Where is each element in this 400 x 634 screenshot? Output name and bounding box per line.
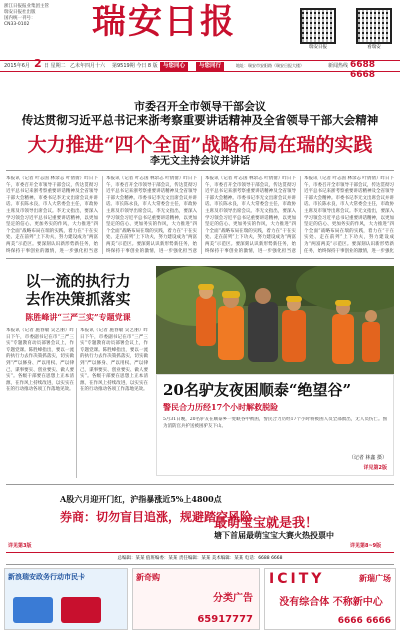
lead-deck: 传达贯彻习近平总书记来浙考察重要讲话精神及全省领导干部大会精神 bbox=[21, 113, 379, 127]
ad-slogan: 没有综合体 不称新中心 bbox=[279, 597, 383, 608]
date-prefix: 2015年6月 bbox=[4, 63, 30, 69]
left-story-headline bbox=[8, 272, 148, 308]
ad-subtitle: 分类广告 bbox=[213, 593, 253, 604]
jump-link[interactable]: 详见第8~9版 bbox=[350, 543, 382, 549]
divider bbox=[6, 170, 394, 171]
masthead-meta-line: 浙江日报报业集团主管 bbox=[4, 4, 49, 9]
brief-title: A股六月迎开门红，沪指暴涨近5%上4800点 bbox=[60, 494, 222, 504]
left-story-body-col-1: 本报讯（记者 施春敏 吴艺丽）昨日下午，市委副书记在市“三严三实”专题教育动员部署会议上，作专题党课。陈胜峰指出，要以一流的执行力去作决策抓落实，切实做到“严以修身、严以用权、严以律己，谋事要实、创业要实、做人要实”。各级干部要在思想上正本清源，在作风上持续改进，以实实在在的行动推动各项工作落地见效。 bbox=[6, 328, 74, 393]
left-headline-line-2: 去作决策抓落实 bbox=[25, 290, 131, 308]
lead-body-col-1: 本报讯（记者 叶志国 林余志 叶倩倩）昨日下午，市委召开全市领导干部会议，传达贯彻习近平总书记来浙考察重要讲话精神及全省领导干部大会精神。市委书记李无文出席会议并讲话。市长陈永良，市人大常委会主任，市政协主席及市领导出席会议。李无文指出，要深入学习领会习近平总书记重要讲话精神，以更加坚定的信心、更加务实的作风，大力推进“四个全面”战略布局在瑞的实践，着力在“干在实处、走在前列”上下功夫，努力建设成为“两富两美”示范区。要深刻认识新形势新任务，始终保持干事创业的激情，进一步强化担当意 bbox=[6, 176, 98, 254]
masthead-meta-line: CN33-0102 bbox=[4, 22, 30, 27]
qr-label: 瑞安日报 bbox=[309, 45, 327, 50]
brief-subtitle: 塘下首届最萌宝宝大赛火热投票中 bbox=[214, 530, 334, 540]
ad-title: 新奇购 bbox=[136, 572, 160, 582]
masthead-meta-line: 国内统一刊号： bbox=[4, 16, 36, 21]
news-hotline: 6688 6668 bbox=[350, 60, 376, 80]
left-story-body-col-2: 本报讯（记者 施春敏 吴艺丽）昨日下午，市委副书记在市“三严三实”专题教育动员部署会议上，作专题党课。陈胜峰指出，要以一流的执行力去作决策抓落实，切实做到“严以修身、严以用权、严以律己，谋事要实、创业要实、做人要实”。各级干部要在思想上正本清源，在作风上持续改进，以实实在在的行动推动各项工作落地见效。 bbox=[76, 328, 148, 478]
newspaper-title: 瑞安日报 bbox=[92, 2, 236, 42]
date-day: 2 bbox=[34, 57, 42, 70]
date-bar bbox=[0, 57, 400, 80]
address: 地址：瑞安市安阳路（瑞安日报大楼） bbox=[236, 63, 304, 68]
masthead-meta-line: 瑞安日报社出版 bbox=[4, 10, 36, 15]
qr-code-right bbox=[356, 8, 392, 50]
divider bbox=[6, 258, 394, 259]
photo-caption-title: 20名驴友夜困顺泰“绝望谷” bbox=[163, 381, 352, 399]
rescue-photo-illustration bbox=[156, 266, 394, 374]
left-story-subhead: 陈胜峰讲“三严三实”专题党课 bbox=[25, 312, 131, 322]
lead-body-col-4: 本报讯（记者 叶志国 林余志 叶倩倩）昨日下午，市委召开全市领导干部会议，传达贯彻习近平总书记来浙考察重要讲话精神及全省领导干部大会精神。市委书记李无文出席会议并讲话。市长陈永良，市人大常委会主任，市政协主席及市领导出席会议。李无文指出，要深入学习领会习近平总书记重要讲话精神，以更加坚定的信心、更加务实的作风，大力推进“四个全面”战略布局在瑞的实践，着力在“干在实处、走在前列”上下功夫，努力建设成为“两富两美”示范区。要深刻认识新形势新任务，始终保持干事创业的激情，进一步强化 bbox=[300, 176, 394, 254]
lunar-date: 乙未年四月十六 bbox=[70, 63, 106, 69]
ad-banner-1[interactable] bbox=[4, 568, 128, 630]
qr-code-icon bbox=[300, 8, 336, 44]
photo-credit: （记者 林鑫 摄） bbox=[348, 455, 387, 461]
ad-phone: 65917777 bbox=[197, 614, 253, 625]
qr-code-icon bbox=[356, 8, 392, 44]
issue-number: 第9519期 今日 8 版 bbox=[112, 63, 158, 69]
lead-body-col-3: 本报讯（记者 叶志国 林余志 叶倩倩）昨日下午，市委召开全市领导干部会议，传达贯彻习近平总书记来浙考察重要讲话精神及全省领导干部大会精神。市委书记李无文出席会议并讲话。市长陈永良，市人大常委会主任，市政协主席及市领导出席会议。李无文指出，要深入学习领会习近平总书记重要讲话精神，以更加坚定的信心、更加务实的作风，大力推进“四个全面”战略布局在瑞的实践，着力在“干在实处、走在前列”上下功夫，努力建设成为“两富两美”示范区。要深刻认识新形势新任务，始终保持干事创业的激情，进一步强化担当意 bbox=[201, 176, 296, 254]
ad-subtitle: 新瑞广场 bbox=[359, 573, 391, 583]
photo-caption-box bbox=[156, 374, 394, 476]
qr-code-left bbox=[300, 8, 336, 50]
lead-headline: 大力推进“四个全面”战略布局在瑞的实践 bbox=[27, 134, 373, 156]
lead-subhead: 李无文主持会议并讲话 bbox=[150, 156, 250, 167]
brief-headline: 券商：切勿盲目追涨，规避踏空风险 bbox=[60, 510, 253, 524]
qr-label: 看瑞安 bbox=[367, 45, 381, 50]
divider bbox=[6, 484, 394, 485]
ad-title: ICITY bbox=[269, 571, 325, 587]
divider bbox=[6, 564, 394, 565]
lead-body-col-2: 本报讯（记者 叶志国 林余志 叶倩倩）昨日下午，市委召开全市领导干部会议，传达贯彻习近平总书记来浙考察重要讲话精神及全省领导干部大会精神。市委书记李无文出席会议并讲话。市长陈永良，市人大常委会主任，市政协主席及市领导出席会议。李无文指出，要深入学习领会习近平总书记重要讲话精神，以更加坚定的信心、更加务实的作风，大力推进“四个全面”战略布局在瑞的实践，着力在“干在实处、走在前列”上下功夫，努力建设成为“两富两美”示范区。要深刻认识新形势新任务，始终保持干事创业的激情，进一步强化担当意 bbox=[102, 176, 197, 254]
ad-title: 新浪瑞安政务行动市民卡 bbox=[8, 572, 85, 581]
card-icon bbox=[61, 597, 101, 623]
phone-label: 新闻热线 bbox=[328, 63, 349, 69]
lead-kicker: 市委召开全市领导干部会议 bbox=[134, 100, 266, 113]
editorial-footer: 总编辑：某某 值班编委：某某 责任编辑：某某 美术编辑：某某 电话：6688 6668 bbox=[117, 556, 283, 561]
slogan-pill: 与您同心 bbox=[160, 62, 188, 71]
divider bbox=[6, 552, 394, 553]
jump-link[interactable]: 详见第2版 bbox=[363, 465, 387, 471]
rescue-photo bbox=[156, 266, 394, 374]
ad-banner-3[interactable] bbox=[264, 568, 396, 630]
ad-banner-2[interactable] bbox=[132, 568, 260, 630]
slogan-pill: 与您同行 bbox=[196, 62, 224, 71]
jump-link[interactable]: 详见第3版 bbox=[8, 543, 32, 549]
masthead-meta bbox=[4, 4, 74, 28]
left-headline-line-1: 以一流的执行力 bbox=[25, 272, 131, 290]
photo-caption-subtitle: 警民合力历经17个小时解救脱险 bbox=[163, 402, 279, 412]
date-weekday: 日 星期二 bbox=[44, 63, 66, 69]
card-icon bbox=[13, 597, 53, 623]
photo-caption-body: 5月31日晚，20名驴友在顺泰乡一处峡谷中被困，警民合力历经17个小时将被困人员全部救出，无人员伤亡。图为消防官兵护送被困驴友下山。 bbox=[163, 417, 387, 429]
brief-headline: 最萌宝宝就是我！ bbox=[214, 516, 319, 531]
ad-phone: 6666 6666 bbox=[337, 616, 391, 626]
